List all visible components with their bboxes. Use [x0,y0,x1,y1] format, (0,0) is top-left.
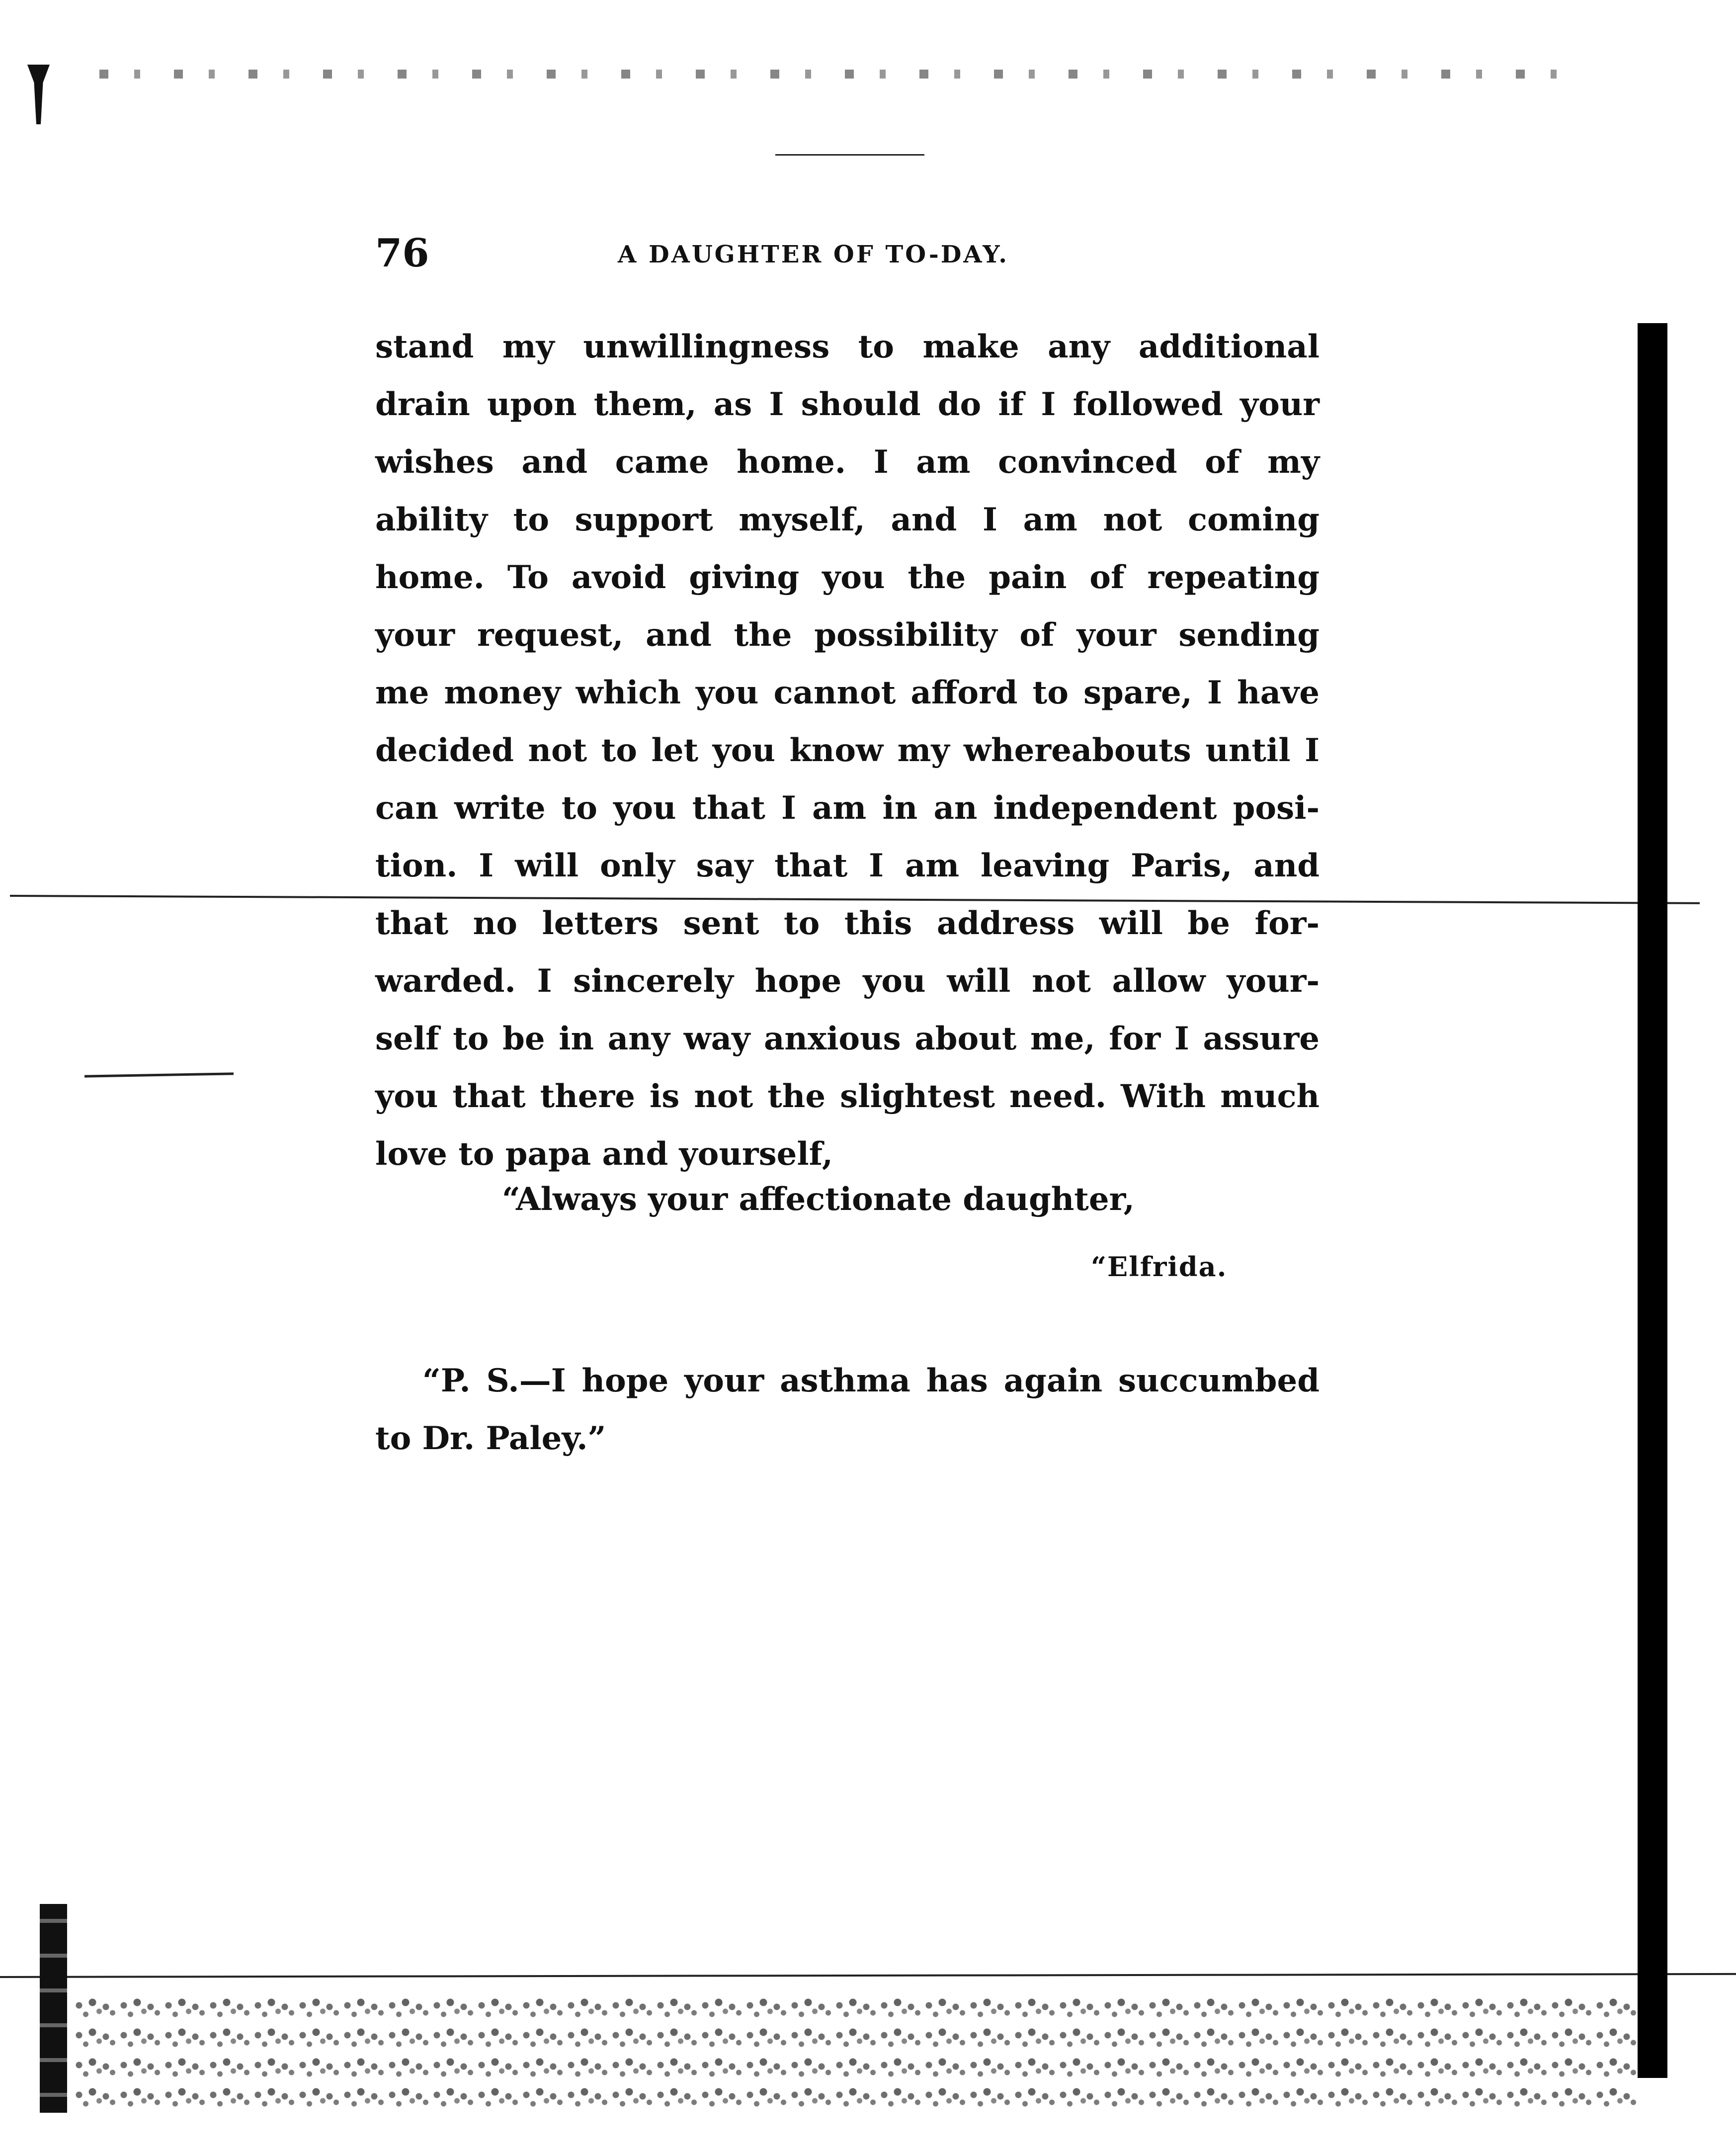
scan-artifact-stroke [84,1072,234,1077]
page-number: 76 [375,231,429,276]
text-line: that no letters sent to this address will be for- [375,905,1320,942]
text-line: me money which you cannot afford to spare, I have [375,674,1320,711]
text-line: tion. I will only say that I am leaving Paris, and [375,847,1320,884]
scan-artifact-top-edge [99,70,1590,79]
running-title: A DAUGHTER OF TO-DAY. [618,241,1009,268]
scan-artifact-left-bar [40,1904,67,2113]
letter-body [375,318,1320,1183]
signature: “Elfrida. [1091,1251,1228,1283]
postscript-line: to Dr. Paley.” [375,1420,606,1457]
running-head [375,226,1320,281]
text-line: stand my unwillingness to make any additional [375,328,1320,365]
text-line: warded. I sincerely hope you will not allow your- [375,962,1320,1000]
scan-artifact-right-bar [1638,323,1667,2078]
postscript-line: “P. S.—I hope your asthma has again succumbed [422,1362,1320,1399]
text-line: home. To avoid giving you the pain of repeating [375,559,1320,596]
text-line: your request, and the possibility of your sending [375,616,1320,654]
text-line: wishes and came home. I am convinced of my [375,443,1320,481]
scan-artifact-bottom-rule [0,1973,1736,1978]
scan-artifact-bottom-noise [75,1993,1640,2108]
text-line: love to papa and yourself, [375,1135,833,1173]
scan-artifact-dash [775,154,924,156]
text-line: can write to you that I am in an independent posi- [375,789,1320,827]
valediction: “Always your affectionate daughter, [502,1181,1135,1218]
text-line: you that there is not the slightest need. With much [375,1078,1320,1115]
postscript [375,1352,1320,1467]
text-line: decided not to let you know my whereabouts until I [375,732,1320,769]
text-line: self to be in any way anxious about me, for I assure [375,1020,1320,1057]
text-line: ability to support myself, and I am not coming [375,501,1320,538]
text-line: drain upon them, as I should do if I followed your [375,386,1320,423]
scan-artifact-mark [27,65,50,124]
